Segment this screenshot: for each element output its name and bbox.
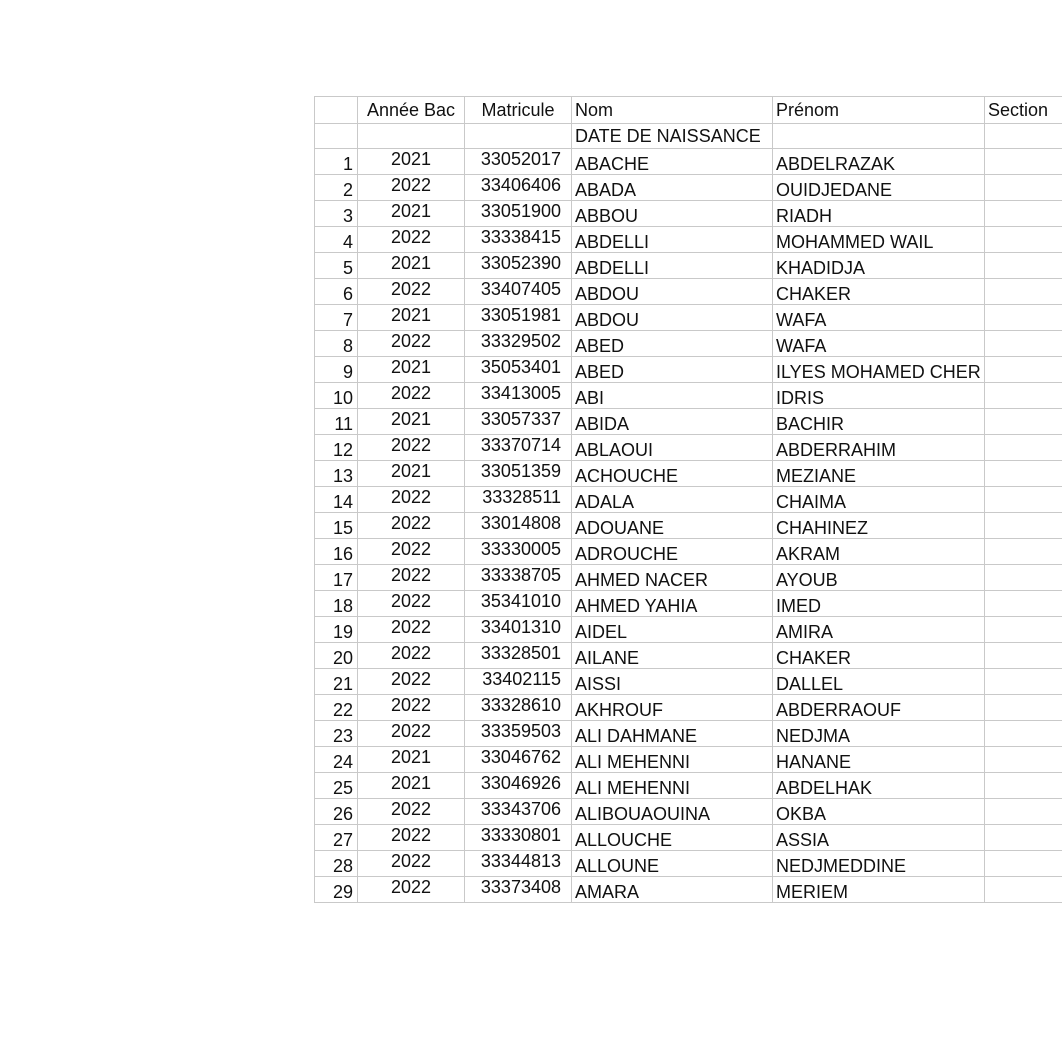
row-index-cell: 18 [315, 591, 358, 617]
subheader-matricule [465, 124, 572, 149]
section-cell [985, 513, 1062, 539]
subheader-birthdate: DATE DE NAISSANCE [572, 124, 773, 149]
section-cell [985, 617, 1062, 643]
section-cell [985, 565, 1062, 591]
section-cell [985, 175, 1062, 201]
row-index-cell: 17 [315, 565, 358, 591]
row-index-cell: 5 [315, 253, 358, 279]
row-index-cell: 9 [315, 357, 358, 383]
section-cell [985, 591, 1062, 617]
bac-year-cell: 2022 [358, 643, 465, 669]
bac-year-cell: 2022 [358, 851, 465, 877]
nom-cell: AISSI [572, 669, 773, 695]
section-cell [985, 695, 1062, 721]
nom-cell: ABIDA [572, 409, 773, 435]
bac-year-cell: 2022 [358, 565, 465, 591]
bac-year-cell: 2021 [358, 461, 465, 487]
prenom-cell: AYOUB [773, 565, 985, 591]
matricule-cell: 33051900 [465, 201, 572, 227]
section-cell [985, 201, 1062, 227]
nom-cell: ADROUCHE [572, 539, 773, 565]
table-row [315, 383, 1062, 409]
section-cell [985, 357, 1062, 383]
bac-year-cell: 2022 [358, 617, 465, 643]
nom-cell: ABDOU [572, 279, 773, 305]
subheader-prenom [773, 124, 985, 149]
table-row [315, 175, 1062, 201]
matricule-cell: 33052390 [465, 253, 572, 279]
bac-year-cell: 2022 [358, 383, 465, 409]
row-index-cell: 19 [315, 617, 358, 643]
bac-year-cell: 2021 [358, 773, 465, 799]
header-row [315, 97, 1062, 124]
bac-year-cell: 2022 [358, 487, 465, 513]
subheader-index [315, 124, 358, 149]
header-matricule: Matricule [465, 97, 572, 124]
table-row [315, 279, 1062, 305]
matricule-cell: 33014808 [465, 513, 572, 539]
nom-cell: ABDELLI [572, 253, 773, 279]
table-row [315, 513, 1062, 539]
matricule-cell: 33370714 [465, 435, 572, 461]
section-cell [985, 669, 1062, 695]
matricule-cell: 33057337 [465, 409, 572, 435]
prenom-cell: WAFA [773, 331, 985, 357]
matricule-cell: 33402115 [465, 669, 572, 695]
prenom-cell: MOHAMMED WAIL [773, 227, 985, 253]
row-index-cell: 27 [315, 825, 358, 851]
prenom-cell: CHAHINEZ [773, 513, 985, 539]
row-index-cell: 28 [315, 851, 358, 877]
row-index-cell: 21 [315, 669, 358, 695]
subheader-year [358, 124, 465, 149]
section-cell [985, 747, 1062, 773]
section-cell [985, 877, 1062, 903]
prenom-cell: AMIRA [773, 617, 985, 643]
nom-cell: ABI [572, 383, 773, 409]
prenom-cell: HANANE [773, 747, 985, 773]
section-cell [985, 539, 1062, 565]
row-index-cell: 8 [315, 331, 358, 357]
row-index-cell: 6 [315, 279, 358, 305]
prenom-cell: CHAIMA [773, 487, 985, 513]
student-table-container [314, 96, 1062, 903]
section-cell [985, 721, 1062, 747]
bac-year-cell: 2022 [358, 175, 465, 201]
bac-year-cell: 2021 [358, 357, 465, 383]
nom-cell: ALIBOUAOUINA [572, 799, 773, 825]
nom-cell: AKHROUF [572, 695, 773, 721]
matricule-cell: 35341010 [465, 591, 572, 617]
header-section: Section [985, 97, 1062, 124]
section-cell [985, 773, 1062, 799]
header-nom: Nom [572, 97, 773, 124]
table-row [315, 773, 1062, 799]
table-row [315, 825, 1062, 851]
section-cell [985, 799, 1062, 825]
subheader-section [985, 124, 1062, 149]
row-index-cell: 7 [315, 305, 358, 331]
prenom-cell: OUIDJEDANE [773, 175, 985, 201]
prenom-cell: DALLEL [773, 669, 985, 695]
bac-year-cell: 2021 [358, 149, 465, 175]
row-index-cell: 12 [315, 435, 358, 461]
bac-year-cell: 2022 [358, 513, 465, 539]
section-cell [985, 383, 1062, 409]
matricule-cell: 33051981 [465, 305, 572, 331]
prenom-cell: ABDERRAOUF [773, 695, 985, 721]
nom-cell: AIDEL [572, 617, 773, 643]
section-cell [985, 305, 1062, 331]
nom-cell: ALLOUCHE [572, 825, 773, 851]
row-index-cell: 20 [315, 643, 358, 669]
matricule-cell: 33046926 [465, 773, 572, 799]
table-row [315, 435, 1062, 461]
bac-year-cell: 2022 [358, 591, 465, 617]
section-cell [985, 279, 1062, 305]
matricule-cell: 33343706 [465, 799, 572, 825]
section-cell [985, 643, 1062, 669]
bac-year-cell: 2021 [358, 253, 465, 279]
nom-cell: ACHOUCHE [572, 461, 773, 487]
bac-year-cell: 2021 [358, 747, 465, 773]
header-index [315, 97, 358, 124]
prenom-cell: KHADIDJA [773, 253, 985, 279]
table-row [315, 357, 1062, 383]
nom-cell: AHMED YAHIA [572, 591, 773, 617]
section-cell [985, 227, 1062, 253]
table-row [315, 695, 1062, 721]
section-cell [985, 253, 1062, 279]
matricule-cell: 33330005 [465, 539, 572, 565]
bac-year-cell: 2021 [358, 201, 465, 227]
section-cell [985, 461, 1062, 487]
row-index-cell: 24 [315, 747, 358, 773]
bac-year-cell: 2022 [358, 279, 465, 305]
prenom-cell: NEDJMA [773, 721, 985, 747]
matricule-cell: 33328501 [465, 643, 572, 669]
table-row [315, 565, 1062, 591]
section-cell [985, 435, 1062, 461]
table-row [315, 149, 1062, 175]
row-index-cell: 25 [315, 773, 358, 799]
section-cell [985, 487, 1062, 513]
prenom-cell: CHAKER [773, 643, 985, 669]
row-index-cell: 3 [315, 201, 358, 227]
prenom-cell: WAFA [773, 305, 985, 331]
table-row [315, 331, 1062, 357]
matricule-cell: 33338415 [465, 227, 572, 253]
bac-year-cell: 2022 [358, 669, 465, 695]
matricule-cell: 33373408 [465, 877, 572, 903]
prenom-cell: ABDERRAHIM [773, 435, 985, 461]
row-index-cell: 15 [315, 513, 358, 539]
prenom-cell: MERIEM [773, 877, 985, 903]
row-index-cell: 23 [315, 721, 358, 747]
header-year: Année Bac [358, 97, 465, 124]
prenom-cell: CHAKER [773, 279, 985, 305]
bac-year-cell: 2022 [358, 695, 465, 721]
table-row [315, 721, 1062, 747]
row-index-cell: 1 [315, 149, 358, 175]
matricule-cell: 33359503 [465, 721, 572, 747]
prenom-cell: BACHIR [773, 409, 985, 435]
prenom-cell: IDRIS [773, 383, 985, 409]
matricule-cell: 33406406 [465, 175, 572, 201]
nom-cell: ABBOU [572, 201, 773, 227]
nom-cell: ABDELLI [572, 227, 773, 253]
table-row [315, 201, 1062, 227]
matricule-cell: 33401310 [465, 617, 572, 643]
table-row [315, 669, 1062, 695]
nom-cell: ABED [572, 331, 773, 357]
bac-year-cell: 2022 [358, 825, 465, 851]
section-cell [985, 331, 1062, 357]
nom-cell: ALI MEHENNI [572, 747, 773, 773]
bac-year-cell: 2022 [358, 539, 465, 565]
nom-cell: ADALA [572, 487, 773, 513]
prenom-cell: ILYES MOHAMED CHER [773, 357, 985, 383]
table-row [315, 461, 1062, 487]
matricule-cell: 33344813 [465, 851, 572, 877]
prenom-cell: AKRAM [773, 539, 985, 565]
prenom-cell: NEDJMEDDINE [773, 851, 985, 877]
row-index-cell: 29 [315, 877, 358, 903]
nom-cell: AHMED NACER [572, 565, 773, 591]
prenom-cell: ABDELRAZAK [773, 149, 985, 175]
student-table [314, 96, 1062, 903]
matricule-cell: 33328511 [465, 487, 572, 513]
nom-cell: ABADA [572, 175, 773, 201]
table-row [315, 305, 1062, 331]
row-index-cell: 26 [315, 799, 358, 825]
row-index-cell: 16 [315, 539, 358, 565]
bac-year-cell: 2022 [358, 331, 465, 357]
matricule-cell: 33329502 [465, 331, 572, 357]
row-index-cell: 2 [315, 175, 358, 201]
nom-cell: ABLAOUI [572, 435, 773, 461]
bac-year-cell: 2022 [358, 721, 465, 747]
matricule-cell: 33330801 [465, 825, 572, 851]
row-index-cell: 22 [315, 695, 358, 721]
bac-year-cell: 2022 [358, 435, 465, 461]
table-row [315, 227, 1062, 253]
row-index-cell: 13 [315, 461, 358, 487]
section-cell [985, 409, 1062, 435]
matricule-cell: 35053401 [465, 357, 572, 383]
matricule-cell: 33051359 [465, 461, 572, 487]
row-index-cell: 14 [315, 487, 358, 513]
row-index-cell: 10 [315, 383, 358, 409]
bac-year-cell: 2022 [358, 877, 465, 903]
table-row [315, 851, 1062, 877]
table-row [315, 799, 1062, 825]
matricule-cell: 33046762 [465, 747, 572, 773]
section-cell [985, 149, 1062, 175]
table-row [315, 539, 1062, 565]
bac-year-cell: 2022 [358, 227, 465, 253]
nom-cell: AILANE [572, 643, 773, 669]
prenom-cell: ASSIA [773, 825, 985, 851]
nom-cell: ABDOU [572, 305, 773, 331]
matricule-cell: 33328610 [465, 695, 572, 721]
matricule-cell: 33052017 [465, 149, 572, 175]
nom-cell: AMARA [572, 877, 773, 903]
bac-year-cell: 2021 [358, 409, 465, 435]
table-row [315, 253, 1062, 279]
subheader-row [315, 124, 1062, 149]
table-row [315, 643, 1062, 669]
matricule-cell: 33407405 [465, 279, 572, 305]
prenom-cell: OKBA [773, 799, 985, 825]
table-row [315, 877, 1062, 903]
matricule-cell: 33413005 [465, 383, 572, 409]
row-index-cell: 4 [315, 227, 358, 253]
prenom-cell: IMED [773, 591, 985, 617]
row-index-cell: 11 [315, 409, 358, 435]
table-row [315, 409, 1062, 435]
matricule-cell: 33338705 [465, 565, 572, 591]
nom-cell: ALI DAHMANE [572, 721, 773, 747]
nom-cell: ALI MEHENNI [572, 773, 773, 799]
nom-cell: ABACHE [572, 149, 773, 175]
prenom-cell: ABDELHAK [773, 773, 985, 799]
prenom-cell: RIADH [773, 201, 985, 227]
section-cell [985, 825, 1062, 851]
header-prenom: Prénom [773, 97, 985, 124]
table-row [315, 591, 1062, 617]
prenom-cell: MEZIANE [773, 461, 985, 487]
table-row [315, 487, 1062, 513]
nom-cell: ABED [572, 357, 773, 383]
table-row [315, 617, 1062, 643]
bac-year-cell: 2022 [358, 799, 465, 825]
nom-cell: ALLOUNE [572, 851, 773, 877]
table-row [315, 747, 1062, 773]
bac-year-cell: 2021 [358, 305, 465, 331]
nom-cell: ADOUANE [572, 513, 773, 539]
section-cell [985, 851, 1062, 877]
